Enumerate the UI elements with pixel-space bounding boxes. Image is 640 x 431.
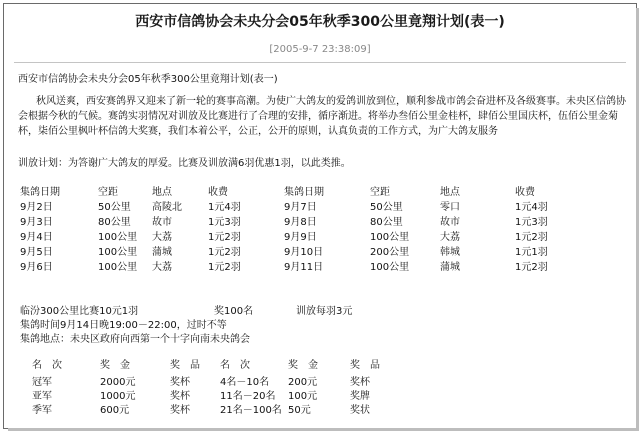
schedule-row-cell: 1元1羽 [515, 247, 548, 258]
race-training-fee: 训放每羽3元 [296, 306, 353, 317]
schedule-row [0, 247, 640, 260]
prize-row-cell: 奖状 [350, 405, 370, 416]
schedule-row-cell: 1元4羽 [208, 202, 241, 213]
schedule-row [0, 232, 640, 245]
schedule-header-row-cell: 空距 [370, 187, 390, 198]
article-timestamp: [2005-9-7 23:38:09] [269, 44, 371, 55]
schedule-row-cell: 9月10日 [284, 247, 324, 258]
schedule-row-cell: 故市 [440, 217, 460, 228]
prize-row-cell: 21名－100名 [220, 405, 282, 416]
race-fee-text: 临汾300公里比赛10元1羽 [20, 306, 139, 317]
schedule-header-row-cell: 集鸽日期 [284, 187, 324, 198]
schedule-row [0, 262, 640, 275]
prize-header-row-cell: 名 次 [32, 360, 62, 371]
schedule-row-cell: 9月4日 [20, 232, 53, 243]
prize-row-cell: 2000元 [100, 377, 136, 388]
schedule-row-cell: 1元2羽 [208, 247, 241, 258]
schedule-row-cell: 80公里 [98, 217, 131, 228]
schedule-row-cell: 高陵北 [152, 202, 182, 213]
collection-time-text: 集鸽时间9月14日晚19:00－22:00，过时不等 [20, 320, 227, 331]
article-headline: 西安市信鸽协会未央分会05年秋季300公里竟翔计划(表一) [135, 14, 505, 30]
schedule-row-cell: 100公里 [370, 232, 410, 243]
prize-header-row-cell: 名 次 [220, 360, 250, 371]
prize-row [0, 405, 640, 418]
prize-row-cell: 50元 [288, 405, 311, 416]
prize-header-row-cell: 奖 金 [288, 360, 318, 371]
schedule-row-cell: 大荔 [152, 262, 172, 273]
article-subheading: 西安市信鸽协会未央分会05年秋季300公里竟翔计划(表一) [18, 74, 278, 85]
prize-header-row-cell: 奖 品 [170, 360, 200, 371]
schedule-row-cell: 9月5日 [20, 247, 53, 258]
schedule-header-row-cell: 地点 [152, 187, 172, 198]
prize-row-cell: 1000元 [100, 391, 136, 402]
schedule-row-cell: 9月7日 [284, 202, 317, 213]
prize-row-cell: 冠军 [32, 377, 52, 388]
prize-row-cell: 4名－10名 [220, 377, 270, 388]
prize-row-cell: 11名－20名 [220, 391, 276, 402]
schedule-header-row-cell: 收费 [208, 187, 228, 198]
schedule-header-row-cell: 收费 [515, 187, 535, 198]
schedule-row-cell: 蒲城 [440, 262, 460, 273]
divider [14, 62, 626, 63]
schedule-header-row-cell: 集鸽日期 [20, 187, 60, 198]
schedule-row-cell: 9月6日 [20, 262, 53, 273]
prize-row [0, 377, 640, 390]
schedule-row-cell: 零口 [440, 202, 460, 213]
schedule-row-cell: 9月8日 [284, 217, 317, 228]
schedule-row-cell: 1元2羽 [208, 262, 241, 273]
schedule-row-cell: 1元2羽 [208, 232, 241, 243]
schedule-header-row [0, 187, 640, 200]
intro-paragraph: 秋风送爽，西安赛鸽界又迎来了新一轮的赛事高潮。为使广大鸽友的爱鸽训放到位，顺利参战市鸽会奋进杯及各级赛事。未央区信鸽协会根据今秋的气候。赛鸽实羽情况对训放及比赛进行了合理的安排，循序渐进。将举办叁佰公里金桂杯，肆佰公里国庆杯，伍佰公里金菊杯，柒佰公里枫叶杯信鸽大奖赛，我们本着公平，公正，公开的原则，认真负责的工作方式，为广大鸽友服务 [18, 96, 626, 137]
schedule-row-cell: 韩城 [440, 247, 460, 258]
prize-row [0, 391, 640, 404]
schedule-row-cell: 1元4羽 [515, 202, 548, 213]
prize-header-row [0, 360, 640, 373]
schedule-row-cell: 1元2羽 [515, 232, 548, 243]
schedule-row-cell: 100公里 [98, 232, 138, 243]
schedule-row-cell: 1元3羽 [208, 217, 241, 228]
schedule-row-cell: 100公里 [98, 247, 138, 258]
race-awards-count: 奖100名 [214, 306, 254, 317]
schedule-row-cell: 大荔 [440, 232, 460, 243]
schedule-row-cell: 蒲城 [152, 247, 172, 258]
prize-row-cell: 奖杯 [170, 405, 190, 416]
schedule-row-cell: 80公里 [370, 217, 403, 228]
schedule-row-cell: 故市 [152, 217, 172, 228]
prize-row-cell: 100元 [288, 391, 318, 402]
schedule-row-cell: 9月9日 [284, 232, 317, 243]
schedule-row-cell: 50公里 [370, 202, 403, 213]
collection-place-text: 集鸽地点：未央区政府向西第一个十字向南未央鸽会 [20, 334, 250, 345]
prize-header-row-cell: 奖 品 [350, 360, 380, 371]
prize-header-row-cell: 奖 金 [100, 360, 130, 371]
schedule-row-cell: 大荔 [152, 232, 172, 243]
prize-row-cell: 奖杯 [170, 377, 190, 388]
schedule-row [0, 217, 640, 230]
schedule-row-cell: 9月11日 [284, 262, 324, 273]
prize-row-cell: 亚军 [32, 391, 52, 402]
training-plan-text: 训放计划：为答谢广大鸽友的厚爱。比赛及训放满6羽优惠1羽，以此类推。 [18, 158, 351, 169]
prize-row-cell: 奖杯 [350, 377, 370, 388]
schedule-row-cell: 100公里 [370, 262, 410, 273]
schedule-row-cell: 1元3羽 [515, 217, 548, 228]
schedule-row-cell: 50公里 [98, 202, 131, 213]
schedule-row-cell: 1元2羽 [515, 262, 548, 273]
schedule-header-row-cell: 空距 [98, 187, 118, 198]
schedule-row-cell: 9月3日 [20, 217, 53, 228]
schedule-header-row-cell: 地点 [440, 187, 460, 198]
prize-row-cell: 600元 [100, 405, 130, 416]
prize-row-cell: 奖杯 [170, 391, 190, 402]
prize-row-cell: 奖牌 [350, 391, 370, 402]
schedule-row-cell: 100公里 [98, 262, 138, 273]
schedule-row-cell: 9月2日 [20, 202, 53, 213]
schedule-row [0, 202, 640, 215]
prize-row-cell: 200元 [288, 377, 318, 388]
schedule-row-cell: 200公里 [370, 247, 410, 258]
prize-row-cell: 季军 [32, 405, 52, 416]
